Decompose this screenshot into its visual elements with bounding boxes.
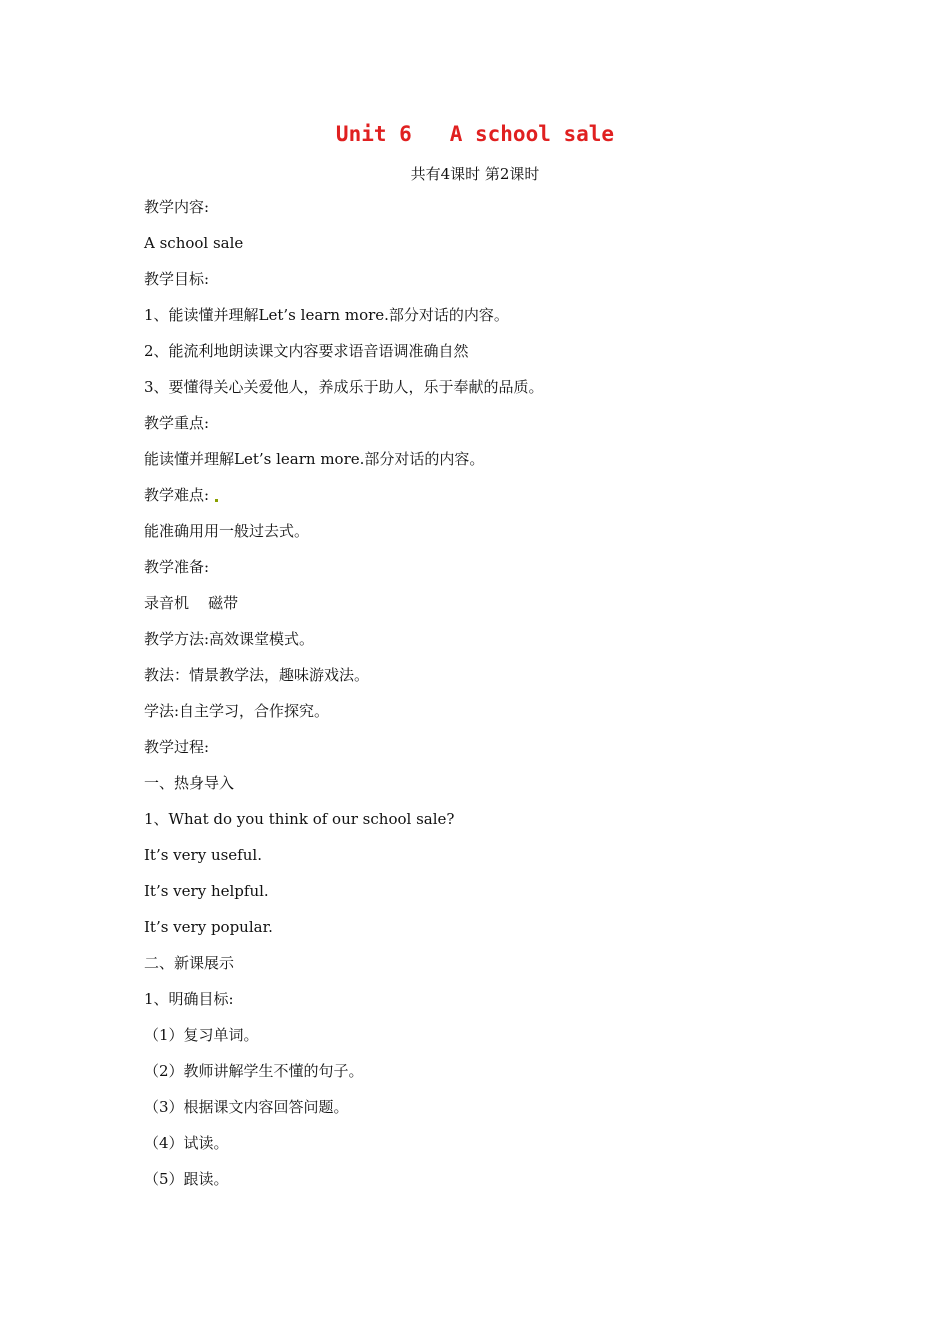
lesson-period: 共有4课时 第2课时 [410, 165, 540, 183]
objective-item: 2、能流利地朗读课文内容要求语音语调准确自然 [144, 342, 469, 360]
teaching-approach: 教法：情景教学法，趣味游戏法。 [144, 666, 370, 684]
learning-approach: 学法:自主学习，合作探究。 [144, 702, 330, 720]
difficulty-text: 能准确用用一般过去式。 [144, 522, 310, 540]
preparation-text: 录音机 磁带 [144, 594, 239, 612]
goal-item: （4）试读。 [144, 1134, 229, 1152]
section-heading-content: 教学内容: [144, 198, 210, 216]
goal-item: （1）复习单词。 [144, 1026, 259, 1044]
section-heading-objectives: 教学目标: [144, 270, 210, 288]
document-title: Unit 6 A school sale [335, 122, 615, 146]
objective-item: 1、能读懂并理解Let’s learn more.部分对话的内容。 [144, 306, 509, 324]
highlight-mark [215, 499, 218, 502]
lesson-content [144, 196, 864, 1204]
section-heading-process: 教学过程: [144, 738, 210, 756]
goal-item: （5）跟读。 [144, 1170, 229, 1188]
goal-item: （2）教师讲解学生不懂的句子。 [144, 1062, 364, 1080]
key-point-text: 能读懂并理解Let’s learn more.部分对话的内容。 [144, 450, 485, 468]
section-heading-preparation: 教学准备: [144, 558, 210, 576]
content-text: A school sale [144, 234, 244, 252]
goal-heading: 1、明确目标: [144, 990, 234, 1008]
warmup-answer: It’s very helpful. [144, 882, 269, 900]
teaching-method: 教学方法:高效课堂模式。 [144, 630, 315, 648]
process-step-heading: 一、热身导入 [144, 774, 235, 792]
warmup-answer: It’s very popular. [144, 918, 273, 936]
goal-item: （3）根据课文内容回答问题。 [144, 1098, 349, 1116]
warmup-answer: It’s very useful. [144, 846, 262, 864]
difficulties-label: 教学难点: [144, 486, 210, 504]
process-step-heading: 二、新课展示 [144, 954, 235, 972]
warmup-question: 1、What do you think of our school sale? [144, 810, 455, 828]
section-heading-key-points: 教学重点: [144, 414, 210, 432]
section-heading-difficulties [144, 484, 864, 520]
objective-item: 3、要懂得关心关爱他人，养成乐于助人，乐于奉献的品质。 [144, 378, 544, 396]
